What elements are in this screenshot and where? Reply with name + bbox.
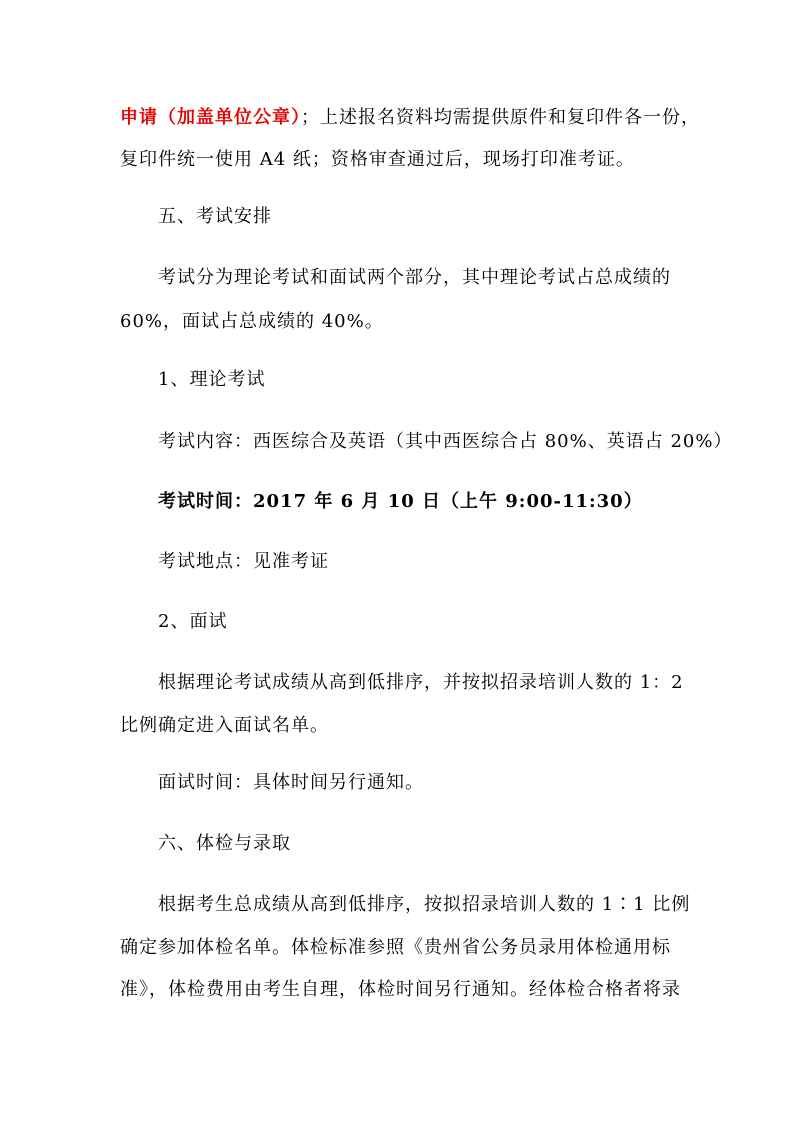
exam-location-line: 考试地点：见准考证 [158, 551, 329, 572]
paragraph-line: 比例确定进入面试名单。 [120, 715, 329, 736]
paragraph-line: 复印件统一使用 A4 纸；资格审查通过后，现场打印准考证。 [120, 149, 635, 170]
paragraph-line: 根据理论考试成绩从高到低排序，并按拟招录培训人数的 1：2 [158, 672, 684, 693]
exam-content-line: 考试内容：西医综合及英语（其中西医综合占 80%、英语占 20%） [158, 431, 733, 452]
paragraph-line: 确定参加体检名单。体检标准参照《贵州省公务员录用体检通用标 [120, 937, 671, 958]
interview-time-line: 面试时间：具体时间另行通知。 [158, 772, 424, 793]
section-heading-physical-exam: 六、体检与录取 [158, 833, 291, 854]
paragraph-line: 考试分为理论考试和面试两个部分，其中理论考试占总成绩的 [158, 267, 671, 288]
exam-time-line: 考试时间：2017 年 6 月 10 日（上午 9:00-11:30） [158, 491, 643, 512]
materials-requirement-text: ；上述报名资料均需提供原件和复印件各一份， [301, 107, 700, 128]
paragraph-line: 准》，体检费用由考生自理，体检时间另行通知。经体检合格者将录 [120, 979, 681, 1000]
paragraph-line: 60%，面试占总成绩的 40%。 [120, 311, 384, 332]
subheading-theory-exam: 1、理论考试 [158, 369, 266, 390]
section-heading-exam-arrangement: 五、考试安排 [158, 206, 272, 227]
stamp-requirement-highlight: 申请（加盖单位公章） [120, 107, 301, 128]
paragraph-line: 根据考生总成绩从高到低排序，按拟招录培训人数的 1∶1 比例 [158, 894, 691, 915]
paragraph-line [120, 106, 700, 130]
subheading-interview: 2、面试 [158, 611, 228, 632]
